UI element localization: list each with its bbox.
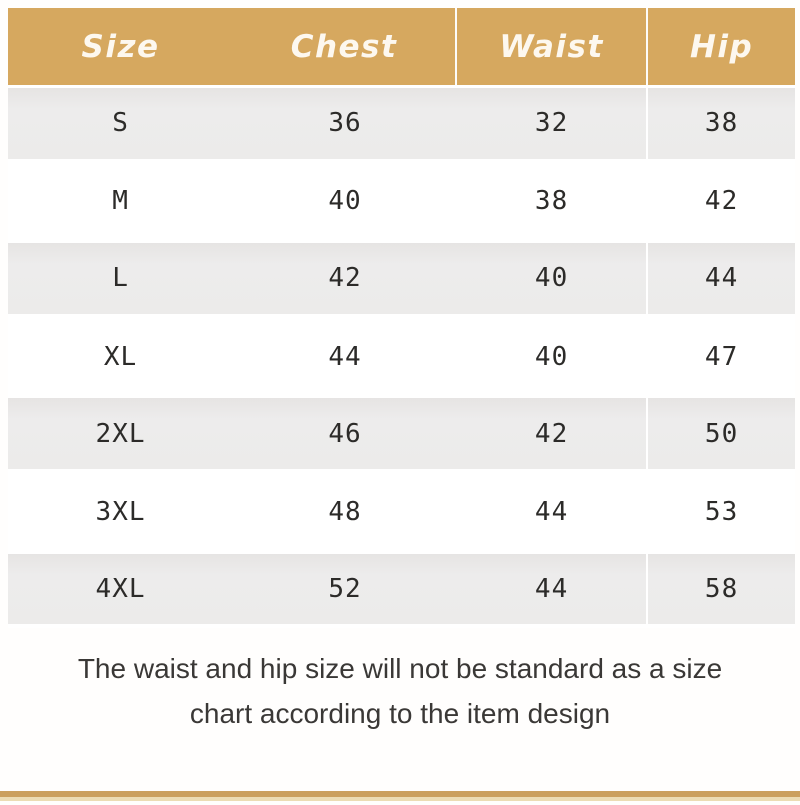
size-table	[8, 8, 795, 628]
cell-waist: 44	[457, 554, 648, 625]
size-note-line1: The waist and hip size will not be standard as a size	[77, 653, 723, 684]
cell-size: S	[112, 108, 129, 139]
cell-size: XL	[103, 341, 138, 372]
cell-waist: 42	[457, 398, 648, 469]
table-row	[8, 473, 795, 551]
cell-waist: 40	[457, 243, 648, 314]
header-cell-hip: Hip	[689, 28, 754, 65]
cell-hip: 50	[704, 418, 739, 449]
header-cell-waist: Waist	[457, 8, 648, 85]
cell-waist: 38	[457, 163, 648, 241]
table-row	[8, 395, 795, 473]
cell-size: L	[112, 263, 129, 294]
header-cell-size: Size	[81, 28, 160, 65]
table-row	[8, 318, 795, 396]
cell-waist: 44	[457, 473, 648, 551]
table-row	[8, 551, 795, 629]
cell-chest: 46	[328, 418, 362, 449]
cell-chest: 48	[328, 496, 362, 527]
header-cell-chest: Chest	[233, 8, 457, 85]
table-row	[8, 163, 795, 241]
cell-chest: 42	[328, 263, 362, 294]
cell-size: 3XL	[95, 496, 146, 527]
cell-chest: 44	[328, 341, 362, 372]
cell-chest: 40	[328, 186, 362, 217]
cell-hip: 53	[704, 496, 739, 527]
cell-waist: 40	[457, 318, 648, 396]
cell-hip: 42	[704, 186, 739, 217]
table-row	[8, 85, 795, 163]
cell-size: M	[112, 186, 129, 217]
table-header-row	[8, 8, 795, 85]
bottom-accent-bar-highlight	[0, 797, 800, 801]
cell-waist: 32	[457, 88, 648, 159]
cell-size: 4XL	[95, 573, 146, 604]
cell-hip: 47	[704, 341, 739, 372]
table-row	[8, 240, 795, 318]
cell-chest: 36	[328, 108, 362, 139]
cell-hip: 58	[704, 573, 739, 604]
cell-hip: 44	[704, 263, 739, 294]
size-note	[0, 628, 800, 736]
cell-chest: 52	[328, 573, 362, 604]
cell-size: 2XL	[95, 418, 146, 449]
size-note-line2: chart according to the item design	[189, 698, 611, 729]
cell-hip: 38	[704, 108, 739, 139]
